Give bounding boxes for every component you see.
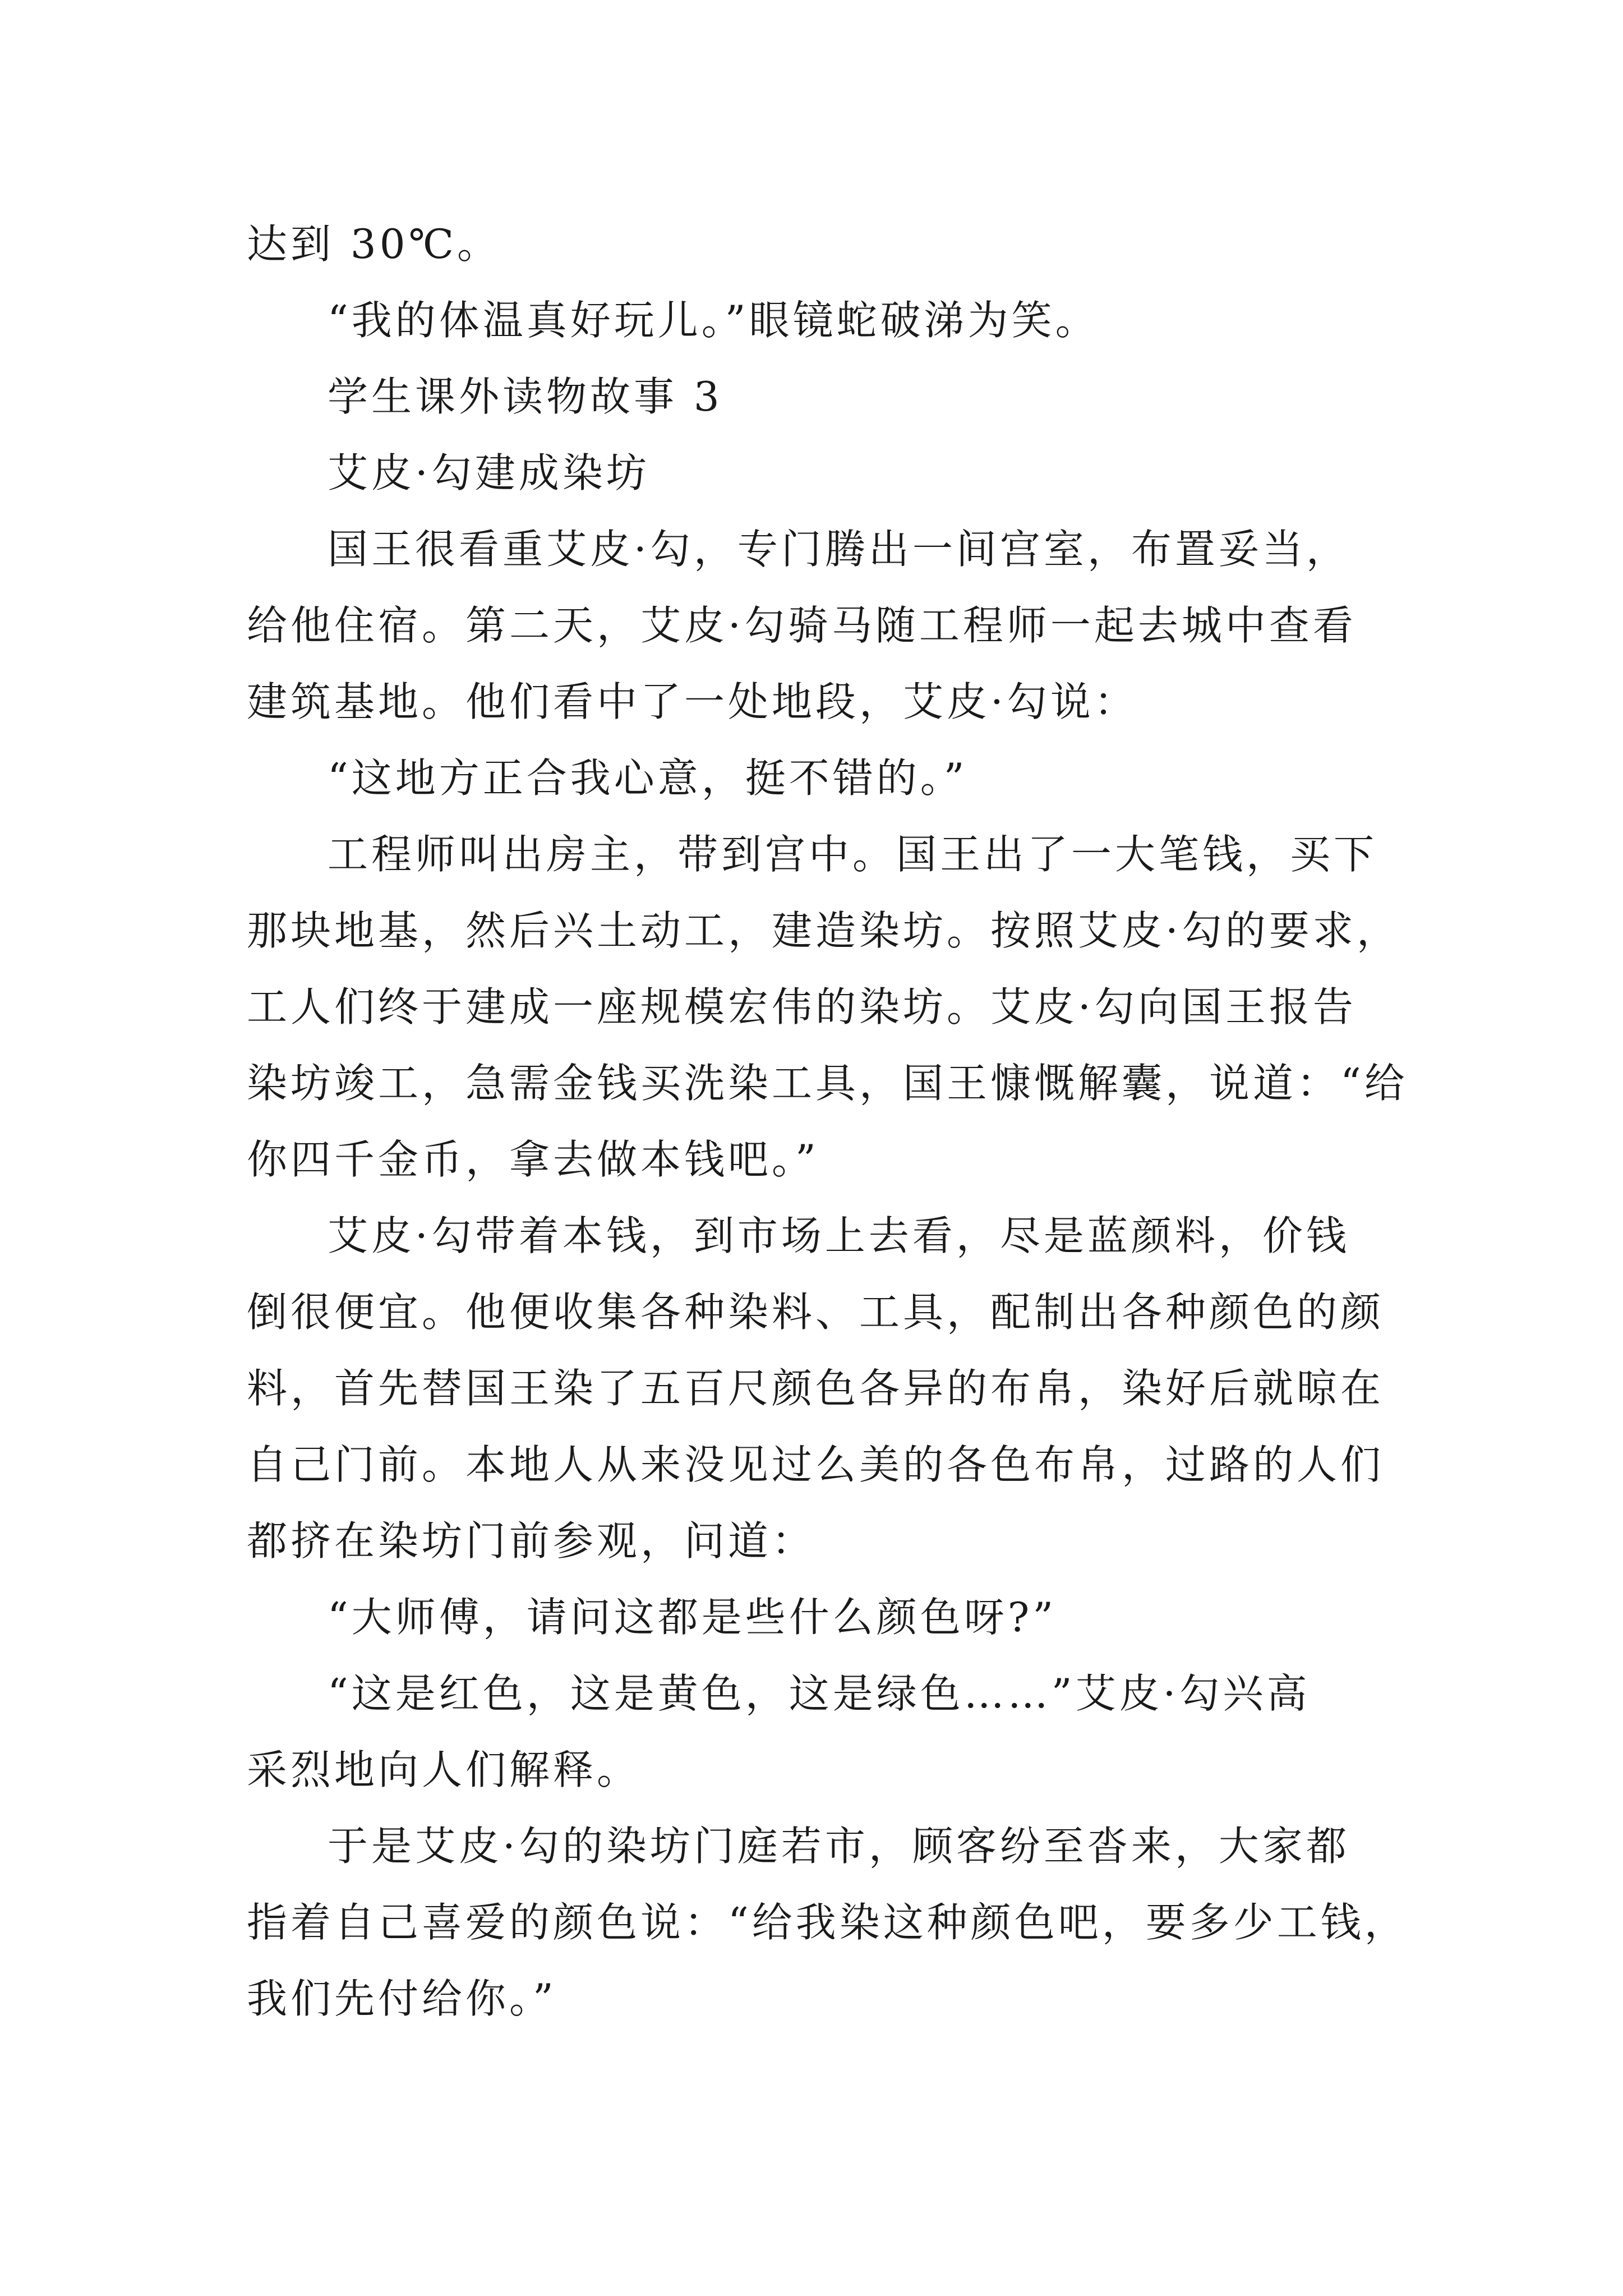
paragraph-line: 国王很看重艾皮·勾，专门腾出一间宫室，布置妥当， xyxy=(328,526,1350,573)
story-heading: 学生课外读物故事 3 xyxy=(328,373,723,420)
paragraph-line: 料，首先替国王染了五百尺颜色各异的布帛，染好后就晾在 xyxy=(247,1365,1385,1412)
text-line-dialogue: “这是红色，这是黄色，这是绿色……”艾皮·勾兴高 xyxy=(328,1670,1311,1717)
text-line-dialogue: “大师傅，请问这都是些什么颜色呀?” xyxy=(328,1594,1057,1641)
paragraph-line: 倒很便宜。他便收集各种染料、工具，配制出各种颜色的颜 xyxy=(247,1289,1385,1336)
paragraph-line: 工人们终于建成一座规模宏伟的染坊。艾皮·勾向国王报告 xyxy=(247,983,1357,1030)
paragraph-line: 工程师叫出房主，带到宫中。国王出了一大笔钱，买下 xyxy=(328,831,1378,878)
paragraph-line: 艾皮·勾带着本钱，到市场上去看，尽是蓝颜料，价钱 xyxy=(328,1212,1350,1259)
paragraph-line: 自己门前。本地人从来没见过么美的各色布帛，过路的人们 xyxy=(247,1441,1385,1488)
paragraph-line: 指着自己喜爱的颜色说：“给我染这种颜色吧，要多少工钱， xyxy=(247,1899,1408,1946)
paragraph-line: 那块地基，然后兴土动工，建造染坊。按照艾皮·勾的要求， xyxy=(247,907,1400,954)
paragraph-line: 都挤在染坊门前参观，问道： xyxy=(247,1517,816,1565)
paragraph-line: 你四千金币，拿去做本钱吧。” xyxy=(247,1136,819,1183)
paragraph-line: 建筑基地。他们看中了一处地段，艾皮·勾说： xyxy=(247,678,1138,725)
story-title: 艾皮·勾建成染坊 xyxy=(328,449,650,496)
paragraph-line: 采烈地向人们解释。 xyxy=(247,1746,641,1793)
paragraph-line: 我们先付给你。” xyxy=(247,1975,557,2022)
text-line-dialogue: “这地方正合我心意，挺不错的。” xyxy=(328,754,968,802)
text-line-dialogue: “我的体温真好玩儿。”眼镜蛇破涕为笑。 xyxy=(328,297,1099,344)
paragraph-line: 于是艾皮·勾的染坊门庭若市，顾客纷至沓来，大家都 xyxy=(328,1823,1350,1870)
paragraph-line: 给他住宿。第二天，艾皮·勾骑马随工程师一起去城中查看 xyxy=(247,602,1357,649)
text-line-continuation: 达到 30℃。 xyxy=(247,220,501,268)
paragraph-line: 染坊竣工，急需金钱买洗染工具，国王慷慨解囊，说道：“给 xyxy=(247,1060,1408,1107)
